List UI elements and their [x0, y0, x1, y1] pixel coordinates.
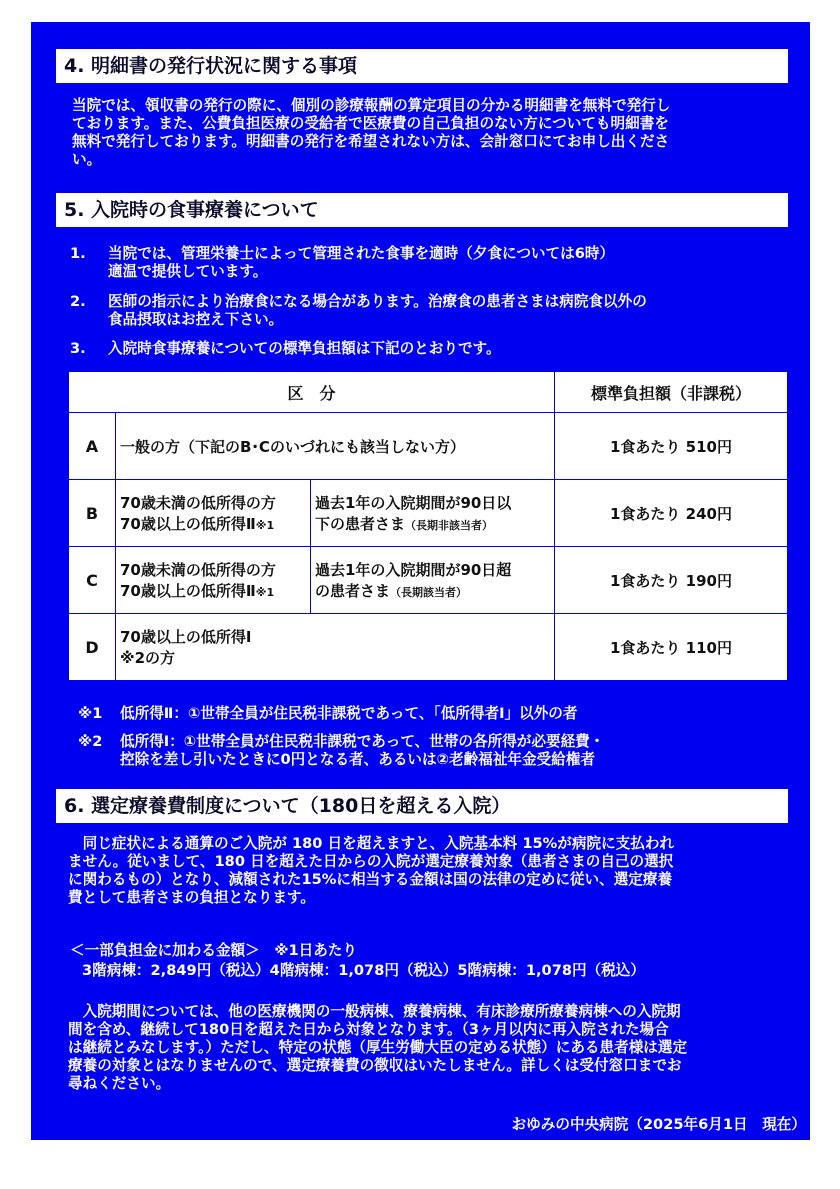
paragraph-line: い。 — [72, 151, 102, 168]
footnote-line: 低所得Ⅰ：①世帯全員が住民税非課税であって、世帯の各所得が必要経費・ — [120, 733, 605, 750]
list-item — [70, 340, 770, 358]
list-number: 2. — [70, 293, 86, 310]
period-line: 下の患者さま — [315, 515, 406, 533]
section-5-heading: 5. 入院時の食事療養について — [56, 193, 788, 227]
table-row — [69, 547, 788, 614]
row-income — [116, 547, 311, 614]
row-fee: 1食あたり 110円 — [555, 614, 788, 681]
section-4-heading: 4. 明細書の発行状況に関する事項 — [56, 49, 788, 83]
footnote-mark: ※1 — [255, 586, 275, 599]
income-line: 70歳以上の低所得Ⅱ — [120, 515, 256, 533]
income-line: 70歳未満の低所得の方 — [120, 494, 276, 512]
paragraph-line: ております。また、公費負担医療の受給者で医療費の自己負担のない方についても明細書を — [72, 115, 669, 132]
paragraph-line: は継続とみなします。）ただし、特定の状態（厚生労働大臣の定める状態）にある患者様は選定 — [68, 1039, 688, 1056]
row-fee: 1食あたり 190円 — [555, 547, 788, 614]
list-line: 当院では、管理栄養士によって管理された食事を適時（夕食については6時） — [108, 245, 615, 262]
paragraph-line: 尋ねください。 — [68, 1075, 171, 1092]
income-line: 70歳以上の低所得Ⅱ — [120, 582, 256, 600]
paragraph-line: 無料で発行しております。明細書の発行を希望されない方は、会計窓口にてお申し出くださ — [72, 133, 670, 150]
paragraph-line: 間を含め、継続して180日を超えた日から対象となります。（3ヶ月以内に再入院された場合 — [68, 1021, 669, 1038]
footnote-line: 控除を差し引いたときに0円となる者、あるいは②老齢福祉年金受給権者 — [120, 751, 595, 768]
period-note: （長期該当者） — [390, 586, 468, 599]
row-label: B — [69, 480, 116, 547]
list-line: 入院時食事療養についての標準負担額は下記のとおりです。 — [108, 340, 501, 357]
row-income — [116, 480, 311, 547]
income-line: 70歳未満の低所得の方 — [120, 561, 276, 579]
paragraph-line: 同じ症状による通算のご入院が 180 日を超えますと、入院基本料 15%が病院に支払われ — [68, 835, 675, 852]
row-fee: 1食あたり 510円 — [555, 413, 788, 480]
list-number: 3. — [70, 340, 86, 357]
table-header-row — [69, 372, 788, 413]
footnote-mark: ※1 — [78, 705, 103, 722]
list-line: 食品摂取はお控え下さい。 — [108, 311, 284, 328]
period-line: の患者さま — [315, 582, 391, 600]
footnote-mark: ※2 — [78, 733, 103, 750]
meal-fee-table — [68, 371, 788, 681]
section-4-paragraph — [72, 97, 782, 169]
table-row — [69, 413, 788, 480]
footnote-mark: ※1 — [255, 519, 275, 532]
list-line: 適温で提供しています。 — [108, 263, 268, 280]
paragraph-line: 費として患者さまの負担となります。 — [68, 889, 315, 906]
extra-fee-heading: ＜一部負担金に加わる金額＞ ※1日あたり — [70, 942, 358, 959]
header-fee: 標準負担額（非課税） — [555, 372, 788, 413]
row-label: C — [69, 547, 116, 614]
footnote-line: 低所得Ⅱ：①世帯全員が住民税非課税であって、「低所得者Ⅰ」以外の者 — [120, 705, 578, 722]
section-6-paragraph-1 — [68, 835, 788, 907]
header-category: 区 分 — [69, 372, 555, 413]
paragraph-line: 入院期間については、他の医療機関の一般病棟、療養病棟、有床診療所療養病棟への入院期 — [68, 1003, 681, 1020]
row-fee: 1食あたり 240円 — [555, 480, 788, 547]
list-item — [70, 293, 770, 329]
footnote — [78, 733, 778, 769]
list-line: 医師の指示により治療食になる場合があります。治療食の患者さまは病院食以外の — [108, 293, 647, 310]
description-line: ※2の方 — [120, 649, 176, 667]
paragraph-line: 療養の対象とはなりませんので、選定療養費の徴収はいたしません。詳しくは受付窓口までお — [68, 1057, 682, 1074]
paragraph-line: に関わるもの）となり、減額された15%に相当する金額は国の法律の定めに従い、選定療養 — [68, 871, 673, 888]
period-line: 過去1年の入院期間が90日以 — [315, 494, 512, 512]
table-row — [69, 480, 788, 547]
paragraph-line: ません。従いまして、180 日を超えた日からの入院が選定療養対象（患者さまの自己の選択 — [68, 853, 674, 870]
row-period — [311, 547, 555, 614]
row-label: D — [69, 614, 116, 681]
period-line: 過去1年の入院期間が90日超 — [315, 561, 512, 579]
list-item — [70, 245, 770, 281]
period-note: （長期非該当者） — [405, 519, 494, 532]
row-period — [311, 480, 555, 547]
table-row — [69, 614, 788, 681]
list-number: 1. — [70, 245, 86, 262]
extra-fee-list: 3階病棟：2,849円（税込）4階病棟：1,078円（税込）5階病棟：1,078円（税込） — [82, 962, 645, 979]
hospital-footer: おゆみの中央病院（2025年6月1日 現在） — [511, 1116, 806, 1133]
section-6-heading: 6. 選定療養費制度について（180日を超える入院） — [56, 789, 788, 823]
row-label: A — [69, 413, 116, 480]
row-description — [116, 614, 555, 681]
paragraph-line: 当院では、領収書の発行の際に、個別の診療報酬の算定項目の分かる明細書を無料で発行し — [72, 97, 671, 114]
section-6-paragraph-2 — [68, 1003, 788, 1093]
description-line: 70歳以上の低所得Ⅰ — [120, 628, 252, 646]
footnote — [78, 705, 778, 723]
row-description: 一般の方（下記のB･Cのいづれにも該当しない方） — [116, 413, 555, 480]
